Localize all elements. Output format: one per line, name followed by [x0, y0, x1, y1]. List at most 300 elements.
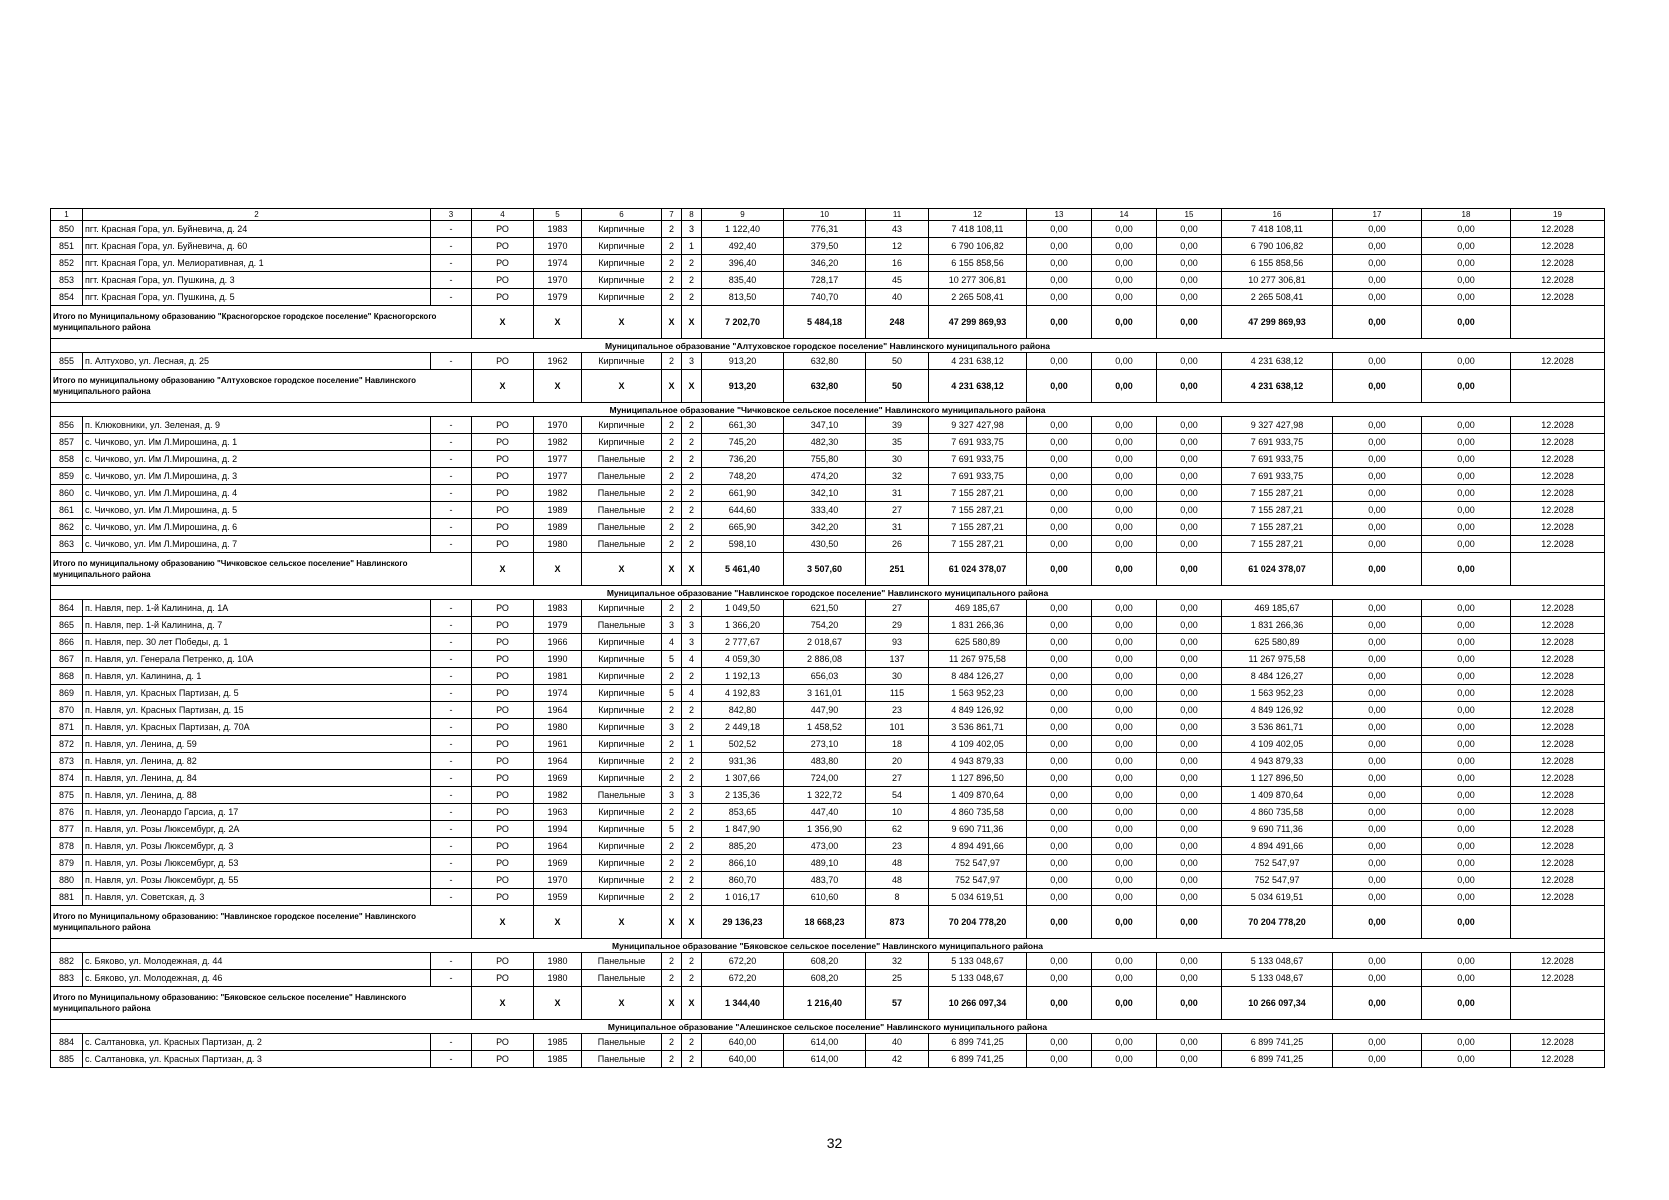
table-cell: 1980 [534, 536, 582, 553]
table-cell: 12.2028 [1511, 953, 1605, 970]
table-cell: 0,00 [1027, 787, 1092, 804]
table-cell: - [431, 272, 472, 289]
table-cell: 1 127 896,50 [929, 770, 1027, 787]
table-cell: 835,40 [702, 272, 784, 289]
table-cell: 0,00 [1422, 451, 1511, 468]
table-cell: 0,00 [1422, 736, 1511, 753]
table-cell: 0,00 [1092, 651, 1157, 668]
table-cell: 1961 [534, 736, 582, 753]
table-cell: РО [472, 272, 534, 289]
table-cell: 2 [682, 753, 702, 770]
address-cell: п. Навля, ул. Розы Люксембург, д. 3 [83, 838, 431, 855]
table-row [51, 838, 1605, 855]
table-cell: 0,00 [1422, 685, 1511, 702]
table-cell: 0,00 [1422, 600, 1511, 617]
address-cell: с. Чичково, ул. Им Л.Мирошина, д. 6 [83, 519, 431, 536]
table-cell: 1 458,52 [784, 719, 866, 736]
table-row [51, 502, 1605, 519]
table-cell: 13 [1027, 209, 1092, 221]
table-cell: - [431, 753, 472, 770]
table-cell: 10 277 306,81 [1222, 272, 1333, 289]
table-cell: 5 133 048,67 [1222, 953, 1333, 970]
table-cell: 12.2028 [1511, 651, 1605, 668]
table-cell: Кирпичные [582, 668, 662, 685]
table-cell: 0,00 [1333, 468, 1422, 485]
table-cell: 2 [662, 889, 682, 906]
table-row [51, 434, 1605, 451]
table-cell: 1964 [534, 838, 582, 855]
table-cell: 2 [662, 702, 682, 719]
table-cell: 0,00 [1027, 536, 1092, 553]
table-cell: 7 [662, 209, 682, 221]
table-cell: 728,17 [784, 272, 866, 289]
table-cell: 12.2028 [1511, 872, 1605, 889]
table-cell: Панельные [582, 970, 662, 987]
table-cell: 273,10 [784, 736, 866, 753]
table-cell: 869 [51, 685, 83, 702]
table-cell: 931,36 [702, 753, 784, 770]
table-cell: 474,20 [784, 468, 866, 485]
table-cell: 0,00 [1157, 272, 1222, 289]
table-cell: 12.2028 [1511, 770, 1605, 787]
table-cell: 0,00 [1157, 770, 1222, 787]
table-cell: Панельные [582, 468, 662, 485]
table-cell: 0,00 [1157, 502, 1222, 519]
address-cell: с. Чичково, ул. Им Л.Мирошина, д. 7 [83, 536, 431, 553]
table-cell: 0,00 [1027, 804, 1092, 821]
table-cell: РО [472, 353, 534, 370]
table-cell: 2 [662, 272, 682, 289]
table-cell: 1 831 266,36 [929, 617, 1027, 634]
table-cell: 12.2028 [1511, 536, 1605, 553]
table-cell: 473,00 [784, 838, 866, 855]
table-cell: 7 418 108,11 [1222, 221, 1333, 238]
table-cell: 50 [866, 370, 929, 403]
address-cell: с. Бяково, ул. Молодежная, д. 46 [83, 970, 431, 987]
table-cell: 2 [662, 736, 682, 753]
table-cell: 0,00 [1333, 370, 1422, 403]
table-cell: 7 418 108,11 [929, 221, 1027, 238]
table-cell: 1977 [534, 451, 582, 468]
table-cell: 1 [682, 736, 702, 753]
table-cell: 0,00 [1157, 855, 1222, 872]
table-cell: 0,00 [1092, 485, 1157, 502]
table-cell: 665,90 [702, 519, 784, 536]
table-cell: 913,20 [702, 353, 784, 370]
table-cell: Кирпичные [582, 855, 662, 872]
table-row [51, 702, 1605, 719]
total-label: Итого по муниципальному образованию "Алтуховское городское поселение" Навлинского муниципального района [51, 370, 472, 403]
address-cell: п. Навля, ул. Ленина, д. 88 [83, 787, 431, 804]
table-cell: 1994 [534, 821, 582, 838]
table-cell: 2 [682, 451, 702, 468]
table-cell: 1 049,50 [702, 600, 784, 617]
table-cell: 29 [866, 617, 929, 634]
table-cell: 4 894 491,66 [929, 838, 1027, 855]
table-cell: 0,00 [1422, 889, 1511, 906]
table-cell: 3 161,01 [784, 685, 866, 702]
table-cell: 6 899 741,25 [1222, 1051, 1333, 1068]
table-cell: 2 [682, 719, 702, 736]
table-cell: 347,10 [784, 417, 866, 434]
table-cell: 2 [682, 953, 702, 970]
table-cell: 863 [51, 536, 83, 553]
table-row [51, 272, 1605, 289]
table-cell: X [472, 553, 534, 586]
table-cell: 2 [662, 668, 682, 685]
table-cell: - [431, 536, 472, 553]
table-cell: - [431, 736, 472, 753]
table-cell: 31 [866, 485, 929, 502]
table-cell: 8 [866, 889, 929, 906]
table-cell: 12.2028 [1511, 821, 1605, 838]
table-cell: - [431, 502, 472, 519]
table-cell: 0,00 [1157, 617, 1222, 634]
address-cell: с. Чичково, ул. Им Л.Мирошина, д. 3 [83, 468, 431, 485]
table-cell: Кирпичные [582, 804, 662, 821]
table-cell: РО [472, 736, 534, 753]
table-cell: 0,00 [1027, 468, 1092, 485]
table-cell: 640,00 [702, 1051, 784, 1068]
table-cell: 0,00 [1157, 702, 1222, 719]
table-cell: 2 [682, 872, 702, 889]
table-cell: 877 [51, 821, 83, 838]
table-cell: 2 [682, 1034, 702, 1051]
table-cell: 878 [51, 838, 83, 855]
table-cell: 0,00 [1422, 434, 1511, 451]
table-cell: 0,00 [1333, 617, 1422, 634]
address-cell: пгт. Красная Гора, ул. Пушкина, д. 3 [83, 272, 431, 289]
table-cell: 10 [866, 804, 929, 821]
table-cell: 854 [51, 289, 83, 306]
table-cell: 661,30 [702, 417, 784, 434]
table-cell: - [431, 1051, 472, 1068]
table-cell: 0,00 [1422, 651, 1511, 668]
section-header-row [51, 586, 1605, 600]
address-cell: п. Навля, ул. Калинина, д. 1 [83, 668, 431, 685]
table-cell: 2 265 508,41 [929, 289, 1027, 306]
table-cell: РО [472, 221, 534, 238]
table-cell: 0,00 [1027, 702, 1092, 719]
table-cell: 0,00 [1422, 370, 1511, 403]
table-cell: 0,00 [1333, 953, 1422, 970]
table-cell: 12.2028 [1511, 502, 1605, 519]
table-cell: 7 155 287,21 [929, 519, 1027, 536]
table-cell: 1989 [534, 519, 582, 536]
table-cell: 12.2028 [1511, 855, 1605, 872]
table-cell: Панельные [582, 787, 662, 804]
table-cell: 4 231 638,12 [1222, 353, 1333, 370]
table-cell: 7 202,70 [702, 306, 784, 339]
table-cell: 0,00 [1092, 787, 1157, 804]
table-cell: 4 849 126,92 [929, 702, 1027, 719]
table-cell: 7 155 287,21 [1222, 502, 1333, 519]
table-cell: 0,00 [1333, 787, 1422, 804]
table-cell: X [682, 987, 702, 1020]
table-row [51, 353, 1605, 370]
table-cell: РО [472, 753, 534, 770]
subtotal-row [51, 553, 1605, 586]
table-cell: 0,00 [1422, 719, 1511, 736]
table-row [51, 519, 1605, 536]
table-cell: 6 155 858,56 [1222, 255, 1333, 272]
table-cell: Панельные [582, 519, 662, 536]
table-cell: 32 [866, 468, 929, 485]
table-cell: 430,50 [784, 536, 866, 553]
table-cell: 0,00 [1422, 668, 1511, 685]
table-cell: 12.2028 [1511, 804, 1605, 821]
table-row [51, 1034, 1605, 1051]
table-cell: 0,00 [1092, 838, 1157, 855]
table-cell: X [534, 553, 582, 586]
table-cell: 2 [662, 953, 682, 970]
table-row [51, 289, 1605, 306]
table-cell: 45 [866, 272, 929, 289]
table-cell: Кирпичные [582, 238, 662, 255]
table-cell: 62 [866, 821, 929, 838]
table-cell: 4 943 879,33 [929, 753, 1027, 770]
table-cell: 42 [866, 1051, 929, 1068]
table-cell: 2 [682, 272, 702, 289]
address-cell: п. Навля, ул. Красных Партизан, д. 15 [83, 702, 431, 719]
table-cell: 12.2028 [1511, 1034, 1605, 1051]
section-header-row [51, 939, 1605, 953]
table-cell: 9 327 427,98 [1222, 417, 1333, 434]
table-cell: 0,00 [1333, 221, 1422, 238]
table-cell: 7 691 933,75 [1222, 468, 1333, 485]
table-cell: X [582, 553, 662, 586]
table-cell: 1983 [534, 221, 582, 238]
table-cell: 57 [866, 987, 929, 1020]
table-cell: РО [472, 417, 534, 434]
address-cell: п. Навля, пер. 1-й Калинина, д. 7 [83, 617, 431, 634]
table-cell: 0,00 [1333, 502, 1422, 519]
table-cell: 2 [662, 970, 682, 987]
address-cell: п. Навля, ул. Розы Люксембург, д. 2А [83, 821, 431, 838]
table-row [51, 736, 1605, 753]
table-cell: - [431, 468, 472, 485]
table-cell: 2 [662, 485, 682, 502]
table-cell: РО [472, 255, 534, 272]
table-cell: 885 [51, 1051, 83, 1068]
table-cell: 1 409 870,64 [929, 787, 1027, 804]
table-cell: Кирпичные [582, 821, 662, 838]
table-cell: 1 192,13 [702, 668, 784, 685]
table-cell: 7 691 933,75 [929, 468, 1027, 485]
table-cell: 0,00 [1333, 838, 1422, 855]
table-cell: 0,00 [1027, 617, 1092, 634]
table-cell: Муниципальное образование "Бяковское сельское поселение" Навлинского муниципального района [51, 939, 1605, 953]
table-cell: 2 [662, 289, 682, 306]
table-cell: 0,00 [1092, 238, 1157, 255]
table-cell: 4 [682, 651, 702, 668]
table-cell: 2 [682, 536, 702, 553]
table-cell: 17 [1333, 209, 1422, 221]
table-row [51, 685, 1605, 702]
table-cell: 661,90 [702, 485, 784, 502]
table-cell: 1982 [534, 787, 582, 804]
table-cell: 860 [51, 485, 83, 502]
table-cell: 115 [866, 685, 929, 702]
table-cell: 1 563 952,23 [1222, 685, 1333, 702]
table-cell: 0,00 [1422, 519, 1511, 536]
table-cell: Кирпичные [582, 255, 662, 272]
table-cell: 856 [51, 417, 83, 434]
table-cell: 0,00 [1092, 685, 1157, 702]
table-cell: Кирпичные [582, 736, 662, 753]
table-cell: 0,00 [1333, 668, 1422, 685]
table-cell: 4 [682, 685, 702, 702]
table-cell: 0,00 [1333, 238, 1422, 255]
table-cell: - [431, 651, 472, 668]
table-cell: 0,00 [1092, 272, 1157, 289]
table-cell: РО [472, 889, 534, 906]
table-cell: 0,00 [1027, 634, 1092, 651]
table-cell: 2 [682, 600, 702, 617]
table-cell: 31 [866, 519, 929, 536]
table-cell: 39 [866, 417, 929, 434]
table-cell: - [431, 838, 472, 855]
table-cell: 2 [682, 889, 702, 906]
table-cell: 10 266 097,34 [929, 987, 1027, 1020]
table-cell: 0,00 [1027, 953, 1092, 970]
table-cell: 1985 [534, 1051, 582, 1068]
table-cell: 5 [662, 685, 682, 702]
table-cell: - [431, 485, 472, 502]
table-cell: 2 [682, 289, 702, 306]
table-cell: 30 [866, 668, 929, 685]
table-cell: 12.2028 [1511, 787, 1605, 804]
table-cell: 12.2028 [1511, 889, 1605, 906]
table-cell: 0,00 [1333, 600, 1422, 617]
table-cell: 12.2028 [1511, 600, 1605, 617]
table-cell: 0,00 [1422, 970, 1511, 987]
table-cell: 346,20 [784, 255, 866, 272]
table-cell: 3 [662, 719, 682, 736]
table-cell: 0,00 [1027, 736, 1092, 753]
table-cell: 1969 [534, 855, 582, 872]
table-cell: 2 [682, 702, 702, 719]
table-cell: 0,00 [1422, 906, 1511, 939]
table-cell: 2 449,18 [702, 719, 784, 736]
table-cell: 614,00 [784, 1034, 866, 1051]
table-cell: X [682, 370, 702, 403]
table-cell: 0,00 [1027, 668, 1092, 685]
table-cell: 26 [866, 536, 929, 553]
table-cell: 0,00 [1157, 953, 1222, 970]
table-cell: 12 [929, 209, 1027, 221]
table-cell: 0,00 [1333, 306, 1422, 339]
table-cell: 4 231 638,12 [929, 353, 1027, 370]
table-cell: 4 [662, 634, 682, 651]
table-cell: 492,40 [702, 238, 784, 255]
table-cell: 0,00 [1157, 1051, 1222, 1068]
table-cell: 5 [662, 821, 682, 838]
table-cell: Муниципальное образование "Навлинское городское поселение" Навлинского муниципального района [51, 586, 1605, 600]
table-cell: 867 [51, 651, 83, 668]
table-cell: X [682, 306, 702, 339]
table-cell: 7 691 933,75 [929, 434, 1027, 451]
table-cell: 1 356,90 [784, 821, 866, 838]
table-cell: 12.2028 [1511, 289, 1605, 306]
table-cell: 1982 [534, 434, 582, 451]
table-cell: 2 [662, 468, 682, 485]
table-cell: РО [472, 1034, 534, 1051]
table-cell: - [431, 855, 472, 872]
table-cell: 0,00 [1092, 468, 1157, 485]
table-cell: 0,00 [1333, 255, 1422, 272]
table-cell: 0,00 [1333, 685, 1422, 702]
table-cell: 2 [682, 855, 702, 872]
table-cell: 0,00 [1027, 221, 1092, 238]
table-cell: 813,50 [702, 289, 784, 306]
table-cell: 1 307,66 [702, 770, 784, 787]
table-cell: 0,00 [1027, 821, 1092, 838]
table-cell: 12.2028 [1511, 838, 1605, 855]
table-row [51, 953, 1605, 970]
table-cell: 35 [866, 434, 929, 451]
table-cell: 4 109 402,05 [1222, 736, 1333, 753]
table-cell: РО [472, 434, 534, 451]
table-cell: 12.2028 [1511, 719, 1605, 736]
table-cell: - [431, 519, 472, 536]
table-cell: - [431, 685, 472, 702]
table-cell: 632,80 [784, 353, 866, 370]
table-cell: 724,00 [784, 770, 866, 787]
table-cell: 2 [662, 238, 682, 255]
table-cell: 0,00 [1027, 838, 1092, 855]
table-row [51, 485, 1605, 502]
table-cell: 2 [682, 417, 702, 434]
table-cell: 40 [866, 1034, 929, 1051]
table-cell: 0,00 [1027, 719, 1092, 736]
table-cell: 3 [662, 787, 682, 804]
table-cell: 0,00 [1422, 855, 1511, 872]
table-cell: 0,00 [1333, 417, 1422, 434]
table-cell: 1981 [534, 668, 582, 685]
table-cell: 1 122,40 [702, 221, 784, 238]
table-cell: 27 [866, 600, 929, 617]
table-cell: 1989 [534, 502, 582, 519]
table-cell: 1 127 896,50 [1222, 770, 1333, 787]
table-cell: - [431, 668, 472, 685]
table-cell: 2 [662, 519, 682, 536]
table-cell: РО [472, 804, 534, 821]
table-cell: 2 886,08 [784, 651, 866, 668]
table-body [51, 209, 1605, 1068]
table-cell: 0,00 [1092, 953, 1157, 970]
address-cell: п. Клюковники, ул. Зеленая, д. 9 [83, 417, 431, 434]
table-cell: 0,00 [1027, 370, 1092, 403]
table-cell: 502,52 [702, 736, 784, 753]
table-cell: Панельные [582, 1034, 662, 1051]
table-row [51, 651, 1605, 668]
table-cell: - [431, 353, 472, 370]
table-cell: 0,00 [1422, 238, 1511, 255]
table-cell: 0,00 [1333, 651, 1422, 668]
table-cell: 61 024 378,07 [929, 553, 1027, 586]
table-cell: 0,00 [1092, 1034, 1157, 1051]
table-cell: РО [472, 702, 534, 719]
table-cell: 0,00 [1333, 970, 1422, 987]
table-cell: 0,00 [1157, 255, 1222, 272]
table-cell: 0,00 [1027, 906, 1092, 939]
table-row [51, 770, 1605, 787]
table-cell: 0,00 [1157, 906, 1222, 939]
table-cell: 0,00 [1092, 970, 1157, 987]
section-header-row [51, 1020, 1605, 1034]
table-cell: 12.2028 [1511, 519, 1605, 536]
